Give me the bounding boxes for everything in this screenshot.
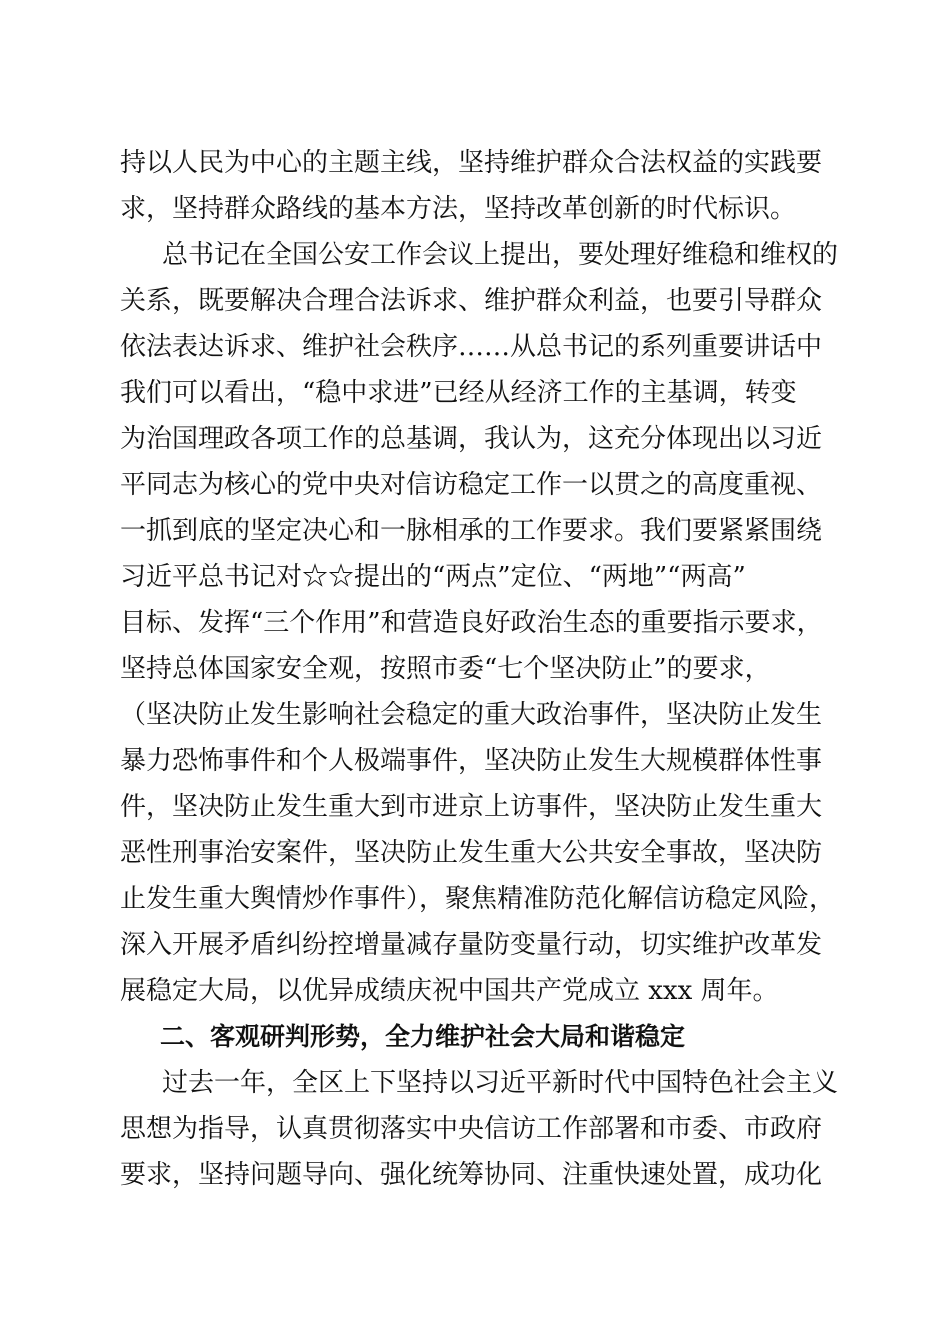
body-text-line: 目标、发挥“三个作用”和营造良好政治生态的重要指示要求， — [120, 608, 823, 638]
body-text-line: 止发生重大舆情炒作事件），聚焦精准防范化解信访稳定风险， — [120, 884, 836, 914]
body-text-line: 恶性刑事治安案件，坚决防止发生重大公共安全事故，坚决防 — [120, 838, 823, 868]
paragraph-first-line: 过去一年，全区上下坚持以习近平新时代中国特色社会主义 — [162, 1068, 839, 1098]
body-text-line: 深入开展矛盾纠纷控增量减存量防变量行动，切实维护改革发 — [120, 930, 823, 960]
body-text-line: 坚持总体国家安全观，按照市委“七个坚决防止”的要求， — [120, 654, 771, 684]
body-text-line: 我们可以看出，“稳中求进”已经从经济工作的主基调，转变 — [120, 378, 797, 408]
body-text-line: 展稳定大局，以优异成绩庆祝中国共产党成立 xxx 周年。 — [120, 976, 779, 1006]
body-text-line: 持以人民为中心的主题主线，坚持维护群众合法权益的实践要 — [120, 148, 823, 178]
body-text-line: 习近平总书记对☆☆提出的“两点”定位、“两地”“两高” — [120, 562, 746, 592]
body-text-line: 平同志为核心的党中央对信访稳定工作一以贯之的高度重视、 — [120, 470, 823, 500]
body-text-line: 求，坚持群众路线的基本方法，坚持改革创新的时代标识。 — [120, 194, 797, 224]
section-heading: 二、客观研判形势，全力维护社会大局和谐稳定 — [160, 1022, 686, 1051]
body-text-line: 一抓到底的坚定决心和一脉相承的工作要求。我们要紧紧围绕 — [120, 516, 823, 546]
body-text-line: 要求，坚持问题导向、强化统筹协同、注重快速处置，成功化 — [120, 1160, 823, 1190]
paragraph-first-line: 总书记在全国公安工作会议上提出，要处理好维稳和维权的 — [162, 240, 839, 270]
body-text-line: 为治国理政各项工作的总基调，我认为，这充分体现出以习近 — [120, 424, 823, 454]
body-text-line: （坚决防止发生影响社会稳定的重大政治事件，坚决防止发生 — [120, 700, 823, 730]
body-text-line: 思想为指导，认真贯彻落实中央信访工作部署和市委、市政府 — [120, 1114, 823, 1144]
body-text-line: 依法表达诉求、维护社会秩序……从总书记的系列重要讲话中 — [120, 332, 823, 362]
body-text-line: 关系，既要解决合理合法诉求、维护群众利益，也要引导群众 — [120, 286, 823, 316]
body-text-line: 件，坚决防止发生重大到市进京上访事件，坚决防止发生重大 — [120, 792, 823, 822]
body-text-line: 暴力恐怖事件和个人极端事件，坚决防止发生大规模群体性事 — [120, 746, 823, 776]
